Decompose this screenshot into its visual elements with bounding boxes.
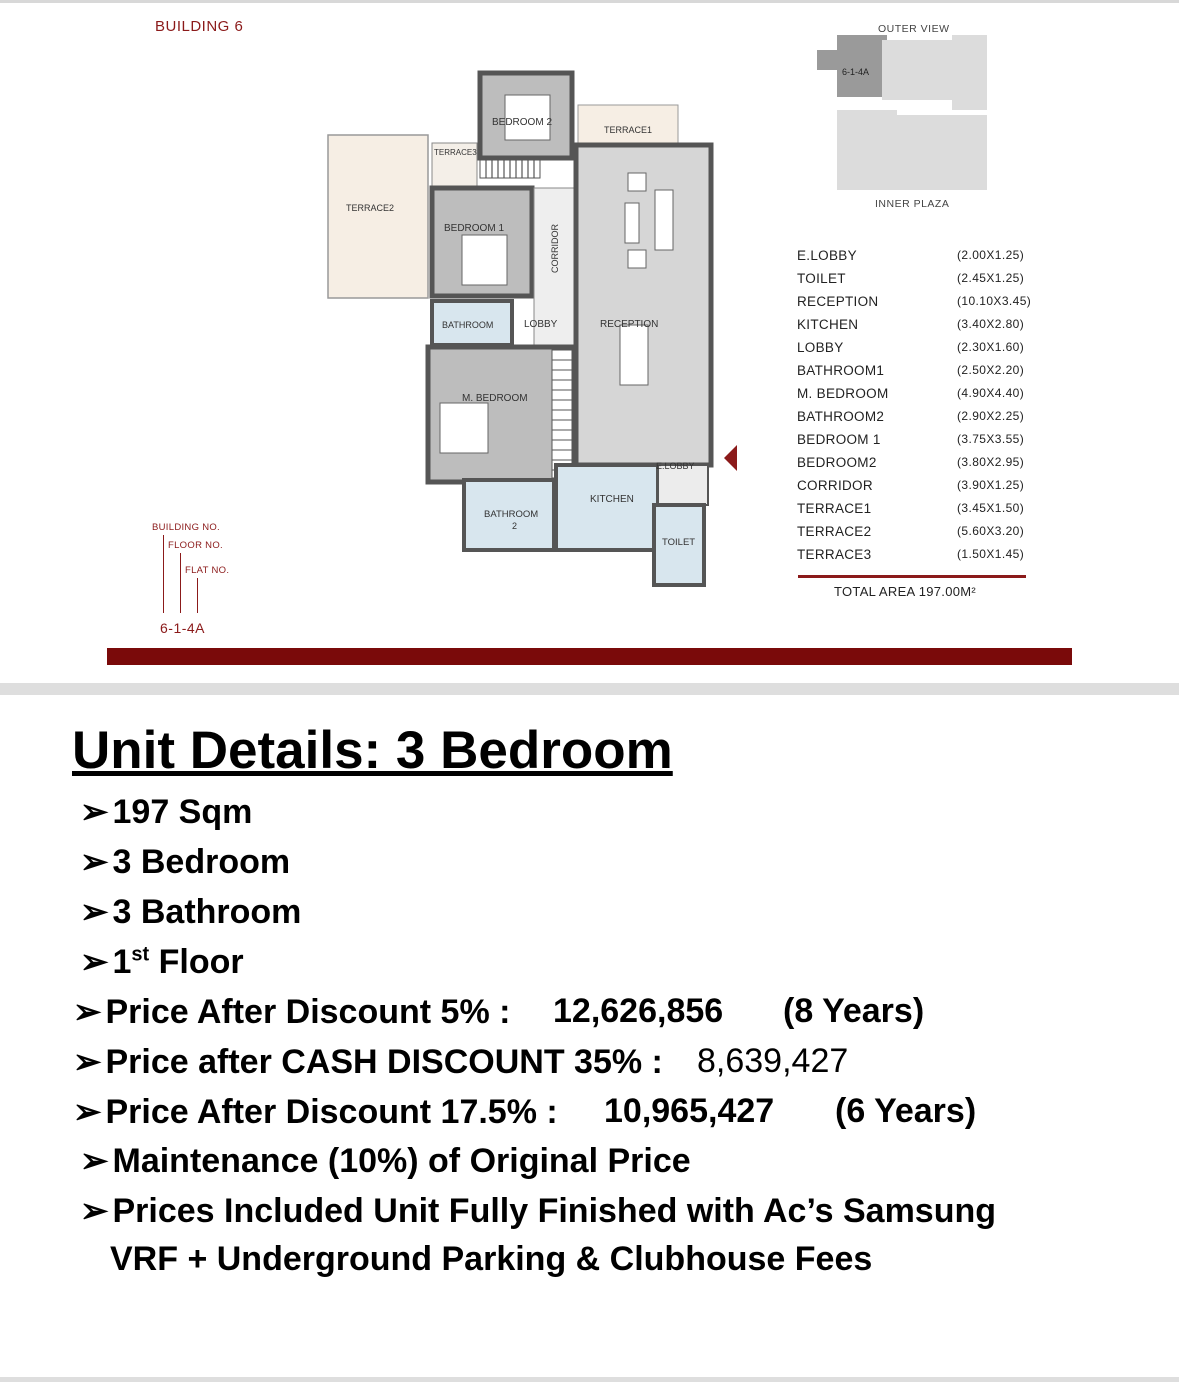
room-name: CORRIDOR bbox=[797, 478, 873, 493]
m-bedroom-bed bbox=[440, 403, 488, 453]
room-row bbox=[797, 294, 1037, 317]
label-e-lobby: E.LOBBY bbox=[656, 461, 695, 471]
room-dims: (2.00X1.25) bbox=[957, 248, 1025, 262]
label-corridor: CORRIDOR bbox=[550, 224, 560, 273]
label-reception: RECEPTION bbox=[600, 319, 659, 330]
outer-view-highlight bbox=[837, 35, 887, 97]
label-bathroom2: BATHROOM bbox=[484, 509, 539, 520]
room-name: TERRACE2 bbox=[797, 524, 872, 539]
bullet-floor bbox=[80, 942, 244, 982]
coffee-table bbox=[625, 203, 639, 243]
price3-value: 10,965,427 bbox=[604, 1092, 775, 1130]
wardrobe-2 bbox=[552, 350, 572, 478]
room-row bbox=[797, 248, 1037, 271]
armchair-2 bbox=[628, 250, 646, 268]
armchair-1 bbox=[628, 173, 646, 191]
e-lobby-area bbox=[658, 465, 708, 505]
room-table-rule bbox=[798, 575, 1026, 578]
room-dimensions-table bbox=[797, 248, 1037, 570]
maintenance-text: Maintenance (10%) of Original Price bbox=[112, 1142, 691, 1180]
room-dims: (3.80X2.95) bbox=[957, 455, 1025, 469]
label-bathroom1: BATHROOM bbox=[442, 320, 494, 330]
arrow-icon: ➢ bbox=[80, 943, 109, 981]
arrow-icon: ➢ bbox=[73, 1043, 102, 1081]
room-dims: (5.60X3.20) bbox=[957, 524, 1025, 538]
room-dims: (2.45X1.25) bbox=[957, 271, 1025, 285]
flat-no-label: FLAT NO. bbox=[185, 565, 230, 576]
room-row bbox=[797, 547, 1037, 570]
price1-value: 12,626,856 bbox=[553, 992, 724, 1030]
floor-suffix: st bbox=[131, 943, 150, 966]
footer-red-band bbox=[107, 648, 1072, 665]
price3-term: (6 Years) bbox=[835, 1092, 977, 1130]
room-row bbox=[797, 363, 1037, 386]
terrace1-area bbox=[578, 105, 678, 143]
bedrooms-text: 3 Bedroom bbox=[112, 843, 291, 881]
room-row bbox=[797, 409, 1037, 432]
price1-label: Price After Discount 5% : bbox=[105, 993, 511, 1031]
reception-area bbox=[576, 145, 711, 465]
label-terrace2: TERRACE2 bbox=[346, 203, 395, 213]
room-dims: (2.90X2.25) bbox=[957, 409, 1025, 423]
room-row bbox=[797, 455, 1037, 478]
room-name: TERRACE1 bbox=[797, 501, 872, 516]
floor-plan-drawing bbox=[320, 55, 720, 595]
arrow-icon: ➢ bbox=[80, 1192, 109, 1230]
includes-line1: Prices Included Unit Fully Finished with Ac’s Samsung bbox=[112, 1192, 997, 1230]
arrow-icon: ➢ bbox=[80, 1142, 109, 1180]
floor-no-label: FLOOR NO. bbox=[168, 540, 223, 551]
label-terrace1: TERRACE1 bbox=[604, 125, 653, 135]
building-no-label: BUILDING NO. bbox=[152, 522, 220, 533]
room-dims: (2.50X2.20) bbox=[957, 363, 1025, 377]
price1-term: (8 Years) bbox=[783, 992, 925, 1030]
terrace2-area bbox=[328, 135, 428, 298]
page-bottom-rule bbox=[0, 1377, 1179, 1382]
price2-label: Price after CASH DISCOUNT 35% : bbox=[105, 1043, 663, 1081]
price3-label: Price After Discount 17.5% : bbox=[105, 1093, 558, 1131]
total-area: TOTAL AREA 197.00M² bbox=[834, 584, 977, 599]
floor-number: 1 bbox=[112, 943, 132, 981]
includes-line2: VRF + Underground Parking & Clubhouse Fees bbox=[110, 1240, 873, 1278]
room-dims: (1.50X1.45) bbox=[957, 547, 1025, 561]
bathrooms-text: 3 Bathroom bbox=[112, 893, 302, 931]
room-name: KITCHEN bbox=[797, 317, 859, 332]
inner-plaza-label: INNER PLAZA bbox=[875, 198, 950, 210]
label-bedroom2: BEDROOM 2 bbox=[492, 117, 553, 128]
arrow-icon: ➢ bbox=[73, 993, 102, 1031]
room-row bbox=[797, 478, 1037, 501]
arrow-icon: ➢ bbox=[80, 793, 109, 831]
legend-line-flat bbox=[197, 578, 198, 613]
bullet-includes bbox=[80, 1191, 996, 1231]
kitchen-area bbox=[556, 465, 658, 550]
outer-view-map bbox=[812, 35, 992, 195]
bullet-price-5pct bbox=[73, 992, 510, 1032]
room-row bbox=[797, 386, 1037, 409]
room-row bbox=[797, 432, 1037, 455]
outer-view-unit-label: 6-1-4A bbox=[842, 67, 870, 77]
room-dims: (3.45X1.50) bbox=[957, 501, 1025, 515]
outer-view-label: OUTER VIEW bbox=[878, 23, 950, 35]
room-name: E.LOBBY bbox=[797, 248, 857, 263]
room-name: LOBBY bbox=[797, 340, 844, 355]
bullet-price-cash bbox=[73, 1042, 663, 1082]
floor-word: Floor bbox=[149, 943, 244, 981]
entrance-marker-icon bbox=[724, 445, 737, 471]
room-name: BATHROOM2 bbox=[797, 409, 885, 424]
label-terrace3: TERRACE3 bbox=[434, 148, 477, 157]
bedroom1-bed bbox=[462, 235, 507, 285]
arrow-icon: ➢ bbox=[80, 893, 109, 931]
room-name: M. BEDROOM bbox=[797, 386, 889, 401]
arrow-icon: ➢ bbox=[80, 843, 109, 881]
price2-value: 8,639,427 bbox=[697, 1042, 849, 1080]
room-row bbox=[797, 524, 1037, 547]
room-name: BEDROOM2 bbox=[797, 455, 877, 470]
room-dims: (10.10X3.45) bbox=[957, 294, 1032, 308]
room-name: TERRACE3 bbox=[797, 547, 872, 562]
label-lobby: LOBBY bbox=[524, 319, 558, 330]
legend-line-building bbox=[163, 535, 164, 613]
bullet-size bbox=[80, 792, 252, 832]
unit-details-heading: Unit Details: 3 Bedroom bbox=[72, 721, 673, 780]
bullet-price-17pct bbox=[73, 1092, 558, 1132]
page-separator bbox=[0, 683, 1179, 695]
size-text: 197 Sqm bbox=[112, 793, 253, 831]
dining-table bbox=[620, 325, 648, 385]
room-dims: (2.30X1.60) bbox=[957, 340, 1025, 354]
unit-code: 6-1-4A bbox=[160, 620, 206, 636]
room-dims: (3.75X3.55) bbox=[957, 432, 1025, 446]
room-row bbox=[797, 501, 1037, 524]
bullet-maintenance bbox=[80, 1141, 691, 1181]
bullet-bathrooms bbox=[80, 892, 301, 932]
room-name: TOILET bbox=[797, 271, 846, 286]
label-bathroom2-num: 2 bbox=[512, 521, 518, 531]
bullet-bedrooms bbox=[80, 842, 290, 882]
label-kitchen: KITCHEN bbox=[590, 494, 634, 505]
room-dims: (3.90X1.25) bbox=[957, 478, 1025, 492]
label-m-bedroom: M. BEDROOM bbox=[462, 393, 528, 404]
room-name: BATHROOM1 bbox=[797, 363, 885, 378]
building-title: BUILDING 6 bbox=[155, 18, 244, 35]
room-row bbox=[797, 271, 1037, 294]
room-dims: (4.90X4.40) bbox=[957, 386, 1025, 400]
room-name: BEDROOM 1 bbox=[797, 432, 881, 447]
room-row bbox=[797, 317, 1037, 340]
label-toilet: TOILET bbox=[662, 537, 696, 548]
sofa bbox=[655, 190, 673, 250]
room-dims: (3.40X2.80) bbox=[957, 317, 1025, 331]
label-bedroom1: BEDROOM 1 bbox=[444, 223, 505, 234]
room-row bbox=[797, 340, 1037, 363]
legend-line-floor bbox=[180, 553, 181, 613]
arrow-icon: ➢ bbox=[73, 1093, 102, 1131]
room-name: RECEPTION bbox=[797, 294, 879, 309]
